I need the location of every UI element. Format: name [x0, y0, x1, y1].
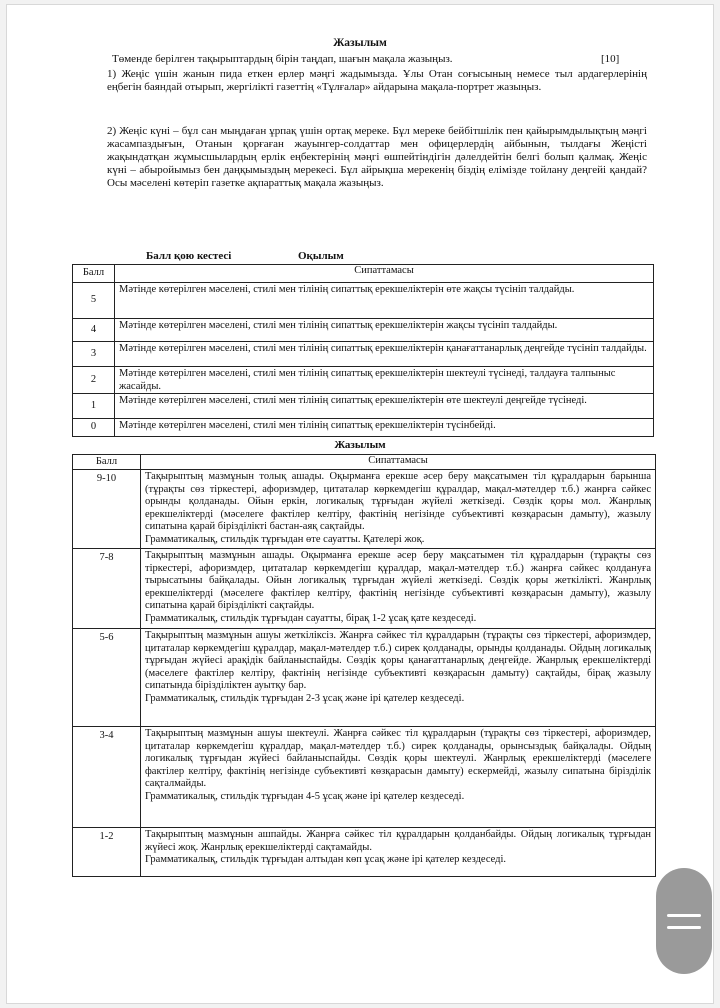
- reading-row-ball: 2: [73, 367, 115, 394]
- writing-row-criteria: Тақырыптың мазмұнын ашады. Оқырманға ерекше әсер беру мақсатымен тіл құралдарын (тұрақты сөз тіркестері, афоризмдер, цитаталар көркемдегіш құралдар, мақал-мәтелдер т.б.) жанрға сәйкес қолдануға тырысатыны байқалады. Ойын логикалық тұрғыдан жүйелі жеткізеді. Сөздік қоры жеткілікті. Жанрлық ерекшеліктерді (мәселеге фактілер келтіру, фактінің негізінде субъективті көзқарасын дамыту), жазылу сипатына қарай бірізділікті сақтайды.: [145, 550, 651, 611]
- reading-row: [73, 342, 654, 367]
- reading-table: [72, 264, 654, 437]
- reading-title: Оқылым: [298, 250, 344, 262]
- writing-row: [73, 828, 656, 877]
- writing-row-ball: 7-8: [73, 549, 141, 629]
- reading-row-desc: Мәтінде көтерілген мәселені, стилі мен тілінің сипаттық ерекшеліктерін өте шектеулі деңгейде түсінеді.: [115, 394, 654, 419]
- writing-row-grammar: Грамматикалық, стильдік тұрғыдан 2-3 ұсақ және ірі қателер кездеседі.: [145, 692, 465, 704]
- menu-icon-bar-top: [667, 914, 701, 917]
- reading-row: [73, 419, 654, 437]
- writing-row-ball: 9-10: [73, 470, 141, 549]
- writing-row: [73, 727, 656, 828]
- reading-row-desc: Мәтінде көтерілген мәселені, стилі мен тілінің сипаттық ерекшеліктерін өте жақсы түсініп талдайды.: [115, 283, 654, 319]
- writing-row-desc: [141, 629, 656, 727]
- writing-row-desc: [141, 727, 656, 828]
- writing-row-ball: 3-4: [73, 727, 141, 828]
- writing-row-desc: [141, 828, 656, 877]
- writing-row-grammar: Грамматикалық, стильдік тұрғыдан өте сауатты. Қателері жоқ.: [145, 533, 425, 545]
- reading-col-desc: Сипаттамасы: [115, 265, 654, 283]
- reading-row-desc: Мәтінде көтерілген мәселені, стилі мен тілінің сипаттық ерекшеліктерін түсінбейді.: [115, 419, 654, 437]
- topic-2: 2) Жеңіс күні – бұл сан мыңдаған ұрпақ үшін ортақ мереке. Бұл мереке бейбітшілік пен қайырымдылықтың мәңгі жасампаздығын, Отанын қорғаған жауынгер-солдаттар мен офицерлердің айбынын, тылдағы Жеңісті жақындатқан жұмысшылардың ерлік еңбектерінің мәңгі өшпейтіндігін дәлелдейтін белгі болып қалмақ. Жеңіс күні – абыройымыз бен даңқымыздың мерекесі. Бұл айрықша мерекенің біздің елімізде тойлану деңгейі қандай? Осы мәселені көтеріп газетке ақпараттық мақала жазыңыз.: [107, 125, 647, 189]
- writing-col-ball: Балл: [73, 455, 141, 470]
- writing-title: Жазылым: [334, 439, 386, 451]
- menu-button[interactable]: [656, 868, 712, 974]
- writing-row-ball: 5-6: [73, 629, 141, 727]
- instruction: Төменде берілген тақырыптардың бірін таңдап, шағын мақала жазыңыз.: [112, 53, 453, 65]
- reading-row: [73, 319, 654, 342]
- writing-table: [72, 454, 656, 877]
- writing-row-desc: [141, 470, 656, 549]
- reading-row-desc: Мәтінде көтерілген мәселені, стилі мен тілінің сипаттық ерекшеліктерін қанағаттанарлық деңгейде түсініп талдайды.: [115, 342, 654, 367]
- reading-row: [73, 367, 654, 394]
- reading-row-ball: 4: [73, 319, 115, 342]
- writing-row-ball: 1-2: [73, 828, 141, 877]
- reading-row: [73, 394, 654, 419]
- page-title: Жазылым: [333, 37, 387, 49]
- writing-row-criteria: Тақырыптың мазмұнын ашпайды. Жанрға сәйкес тіл құралдарын қолданбайды. Ойдың логикалық тұрғыдан жүйесі жоқ. Жанрлық ерекшеліктерді сақтамайды.: [145, 829, 651, 853]
- writing-row-desc: [141, 549, 656, 629]
- topic-1: 1) Жеңіс үшін жанын пида еткен ерлер мәңгі жадымызда. Ұлы Отан соғысының немесе тыл ардагерлерінің еңбегін баяндай отырып, жергілікті газеттің «Тұлғалар» айдарына мақала-портрет жазыңыз.: [107, 68, 647, 93]
- reading-row-ball: 1: [73, 394, 115, 419]
- writing-row: [73, 629, 656, 727]
- reading-row-desc: Мәтінде көтерілген мәселені, стилі мен тілінің сипаттық ерекшеліктерін жақсы түсініп талдайды.: [115, 319, 654, 342]
- reading-row: [73, 283, 654, 319]
- writing-row-criteria: Тақырыптың мазмұнын ашуы шектеулі. Жанрға сәйкес тіл құралдарын (тұрақты сөз тіркестері, афоризмдер, цитаталар көркемдегіш құралдар, мақал-мәтелдер т.б.) сирек қолданады, орынсыздық байқалады. Ойдың логикалық тұрғыдан жүйесі байланыспайды. Сөздік қоры шектеулі. Жанрлық ерекшеліктерді (мәселеге фактілер келтіру, фактінің негізінде субъективті көзқарасын дамыту) ескермейді, жазылу сипатына бірізділік сақталмайды.: [145, 728, 651, 789]
- writing-col-desc: Сипаттамасы: [141, 455, 656, 470]
- table-caption: Балл қою кестесі: [146, 250, 232, 262]
- writing-row-grammar: Грамматикалық, стильдік тұрғыдан сауатты, бірақ 1-2 ұсақ қате кездеседі.: [145, 612, 477, 624]
- writing-row: [73, 470, 656, 549]
- writing-row-criteria: Тақырыптың мазмұнын ашуы жеткіліксіз. Жанрға сәйкес тіл құралдарын (тұрақты сөз тіркестері, афоризмдер, цитаталар көркемдегіш құралдар, мақал-мәтелдер т.б.) сирек қолданады, орынды қолданады. Ойдың логикалық тұрғыдан жүйесі арақідік байланыспайды. Сөздік қоры қанағаттанарлық деңгейде. Жанрлық ерекшеліктерді (мәселеге фактілер келтіру, фактінің негізінде субъективті көзқарасын дамыту) сақтайды, бірақ жазылу сипатында бірізділіктен ауытқу бар.: [145, 630, 651, 691]
- writing-row-criteria: Тақырыптың мазмұнын толық ашады. Оқырманға ерекше әсер беру мақсатымен тіл құралдарын барынша (тұрақты сөз тіркестері, афоризмдер, цитаталар көркемдегіш құралдар, мақал-мәтелдер т.б.) жанрға сәйкес орынды қолданады. Ойын еркін, логикалық тұрғыдан жүйелі жеткізеді. Сөздік қоры мол. Жанрлық ерекшеліктерді (мәселеге фактілер келтіру, фактінің негізінде субъективті көзқарасын дамыту), жазылу сипатына қарай бірізділікті бастан-аяқ сақтайды.: [145, 471, 651, 532]
- writing-row: [73, 549, 656, 629]
- menu-icon-bar-bottom: [667, 926, 701, 929]
- reading-row-ball: 0: [73, 419, 115, 437]
- reading-row-ball: 3: [73, 342, 115, 367]
- writing-row-grammar: Грамматикалық, стильдік тұрғыдан 4-5 ұсақ және ірі қателер кездеседі.: [145, 790, 465, 802]
- max-score: [10]: [601, 53, 620, 65]
- reading-row-desc: Мәтінде көтерілген мәселені, стилі мен тілінің сипаттық ерекшеліктерін шектеулі түсінеді, талдауға талпыныс жасайды.: [115, 367, 654, 394]
- reading-header-row: [73, 265, 654, 283]
- writing-row-grammar: Грамматикалық, стильдік тұрғыдан алтыдан көп ұсақ және ірі қателер кездеседі.: [145, 854, 507, 865]
- reading-row-ball: 5: [73, 283, 115, 319]
- writing-header-row: [73, 455, 656, 470]
- reading-col-ball: Балл: [73, 265, 115, 283]
